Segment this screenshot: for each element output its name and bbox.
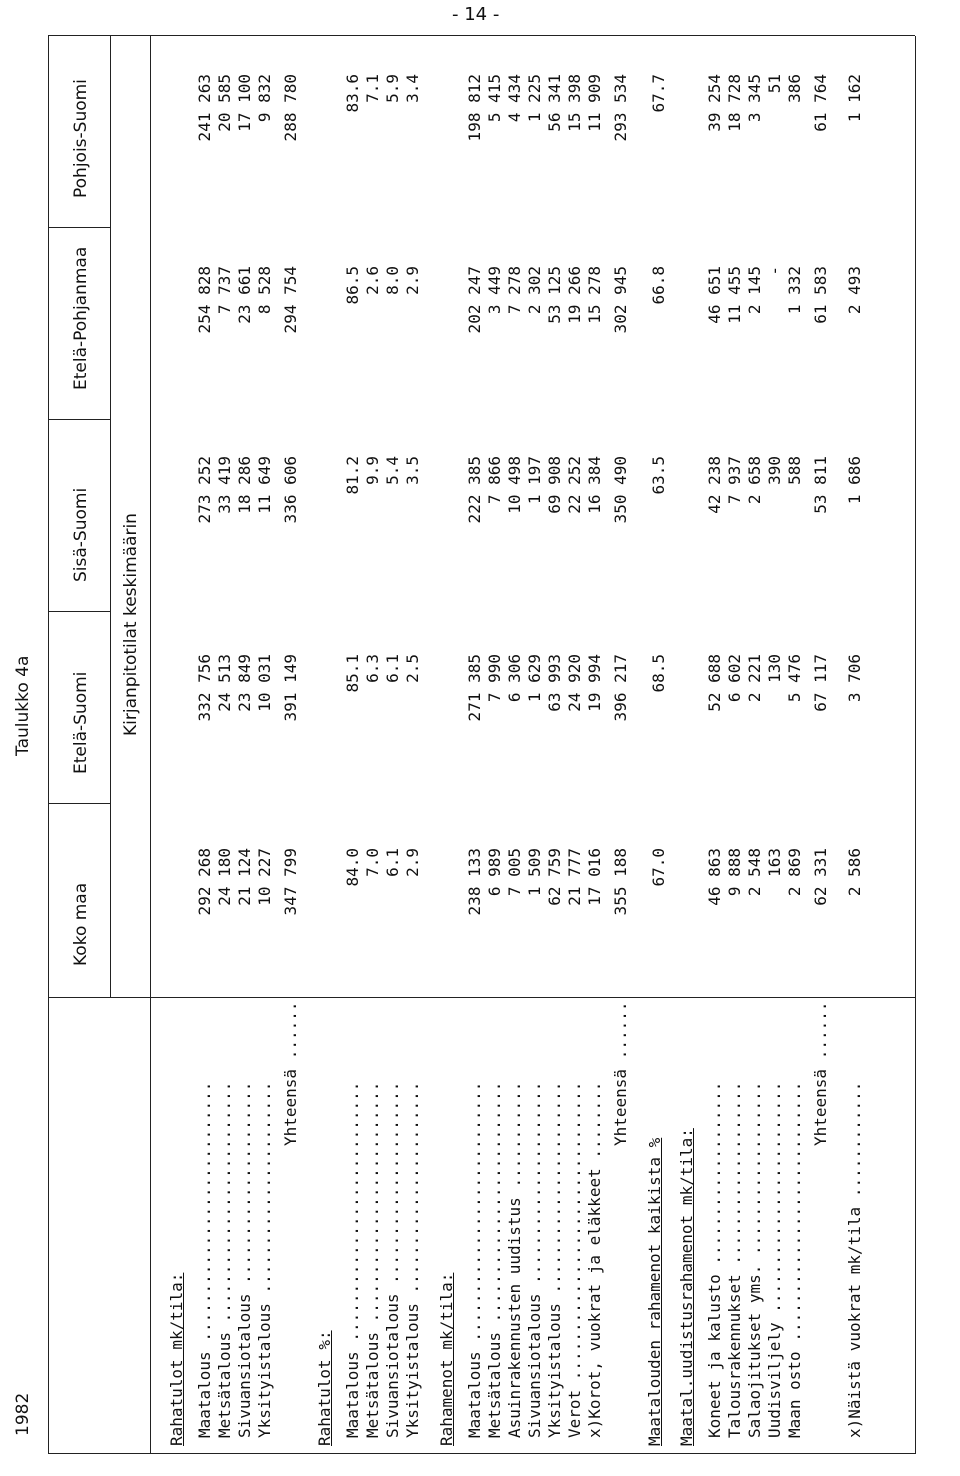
table-cell: 2 869 [785,848,804,897]
column-divider [48,803,110,804]
table-cell: 7 005 [505,848,524,897]
table-cell: 53 125 [545,266,564,324]
table-cell: 56 341 [545,74,564,132]
table-cell: 67.7 [649,74,668,113]
table-cell: 83.6 [343,74,362,113]
table-cell: 3.5 [403,456,422,485]
table-cell: 302 945 [611,266,630,334]
table-cell: 5.4 [383,456,402,485]
table-cell: 4 434 [505,74,524,123]
table-cell: 355 188 [611,848,630,916]
table-cell: 7.1 [363,74,382,103]
year-label: 1982 [13,1392,33,1436]
table-cell: 336 606 [281,456,300,524]
table-cell: 10 031 [255,654,274,712]
column-divider [48,611,110,612]
table-cell: 6.3 [363,654,382,683]
table-cell: 2.5 [403,654,422,683]
table-cell: 17 100 [235,74,254,132]
row-label: Maatalous ........................... [343,1081,362,1438]
table-cell: 5 476 [785,654,804,703]
table-cell: 11 909 [585,74,604,132]
subheader-rule [150,36,151,1454]
table-cell: 61 583 [811,266,830,324]
table-cell: 3 449 [485,266,504,315]
frame-bottom [915,36,916,1454]
table-cell: 163 [765,848,784,877]
table-cell: 16 384 [585,456,604,514]
total-label: Yhteensä ...... [811,1001,830,1146]
frame-left [48,1453,915,1454]
column-header: Koko maa [71,882,91,966]
table-cell: 21 124 [235,848,254,906]
row-label: Maatalous ........................... [465,1081,484,1438]
column-header-rule [110,36,111,998]
table-cell: 10 498 [505,456,524,514]
total-label: Yhteensä ...... [611,1001,630,1146]
row-label: Sivuansiotalous ..................... [525,1081,544,1438]
table-cell: 292 268 [195,848,214,916]
table-cell: 5 415 [485,74,504,123]
table-cell: 2 548 [745,848,764,897]
table-cell: 6 989 [485,848,504,897]
column-header: Sisä-Suomi [71,487,91,582]
section-title: Maatalouden rahamenot kaikista % [645,1137,664,1446]
table-cell: 46 651 [705,266,724,324]
table-cell: - [765,266,784,276]
table-cell: 53 811 [811,456,830,514]
section-title: Rahatulot %: [315,1330,334,1446]
table-cell: 1 629 [525,654,544,703]
table-cell: 130 [765,654,784,683]
table-cell: 19 266 [565,266,584,324]
table-cell: 24 180 [215,848,234,906]
table-cell: 15 398 [565,74,584,132]
table-cell: 18 286 [235,456,254,514]
table-cell: 21 777 [565,848,584,906]
table-cell: 3 706 [845,654,864,703]
table-cell: 1 686 [845,456,864,505]
column-divider [48,419,110,420]
row-label: Verot ............................... [565,1081,584,1438]
table-cell: 2 221 [745,654,764,703]
table-cell: 9 888 [725,848,744,897]
table-cell: 7 737 [215,266,234,315]
table-cell: 19 994 [585,654,604,712]
table-cell: 2.6 [363,266,382,295]
table-cell: 238 133 [465,848,484,916]
table-cell: 6 306 [505,654,524,703]
table-cell: 11 649 [255,456,274,514]
table-cell: 62 759 [545,848,564,906]
table-cell: 42 238 [705,456,724,514]
table-cell: 6.1 [383,654,402,683]
table-cell: 85.1 [343,654,362,693]
table-cell: 63 993 [545,654,564,712]
column-header: Etelä-Suomi [71,671,91,774]
table-cell: 24 513 [215,654,234,712]
table-cell: 7 278 [505,266,524,315]
table-cell: 61 764 [811,74,830,132]
row-label: Uudisviljely ........................ [765,1081,784,1438]
table-cell: 67 117 [811,654,830,712]
table-cell: 7.0 [363,848,382,877]
table-cell: 1 162 [845,74,864,123]
table-cell: 1 225 [525,74,544,123]
table-cell: 332 756 [195,654,214,722]
label-column-divider [48,997,915,998]
table-title: Taulukko 4a [13,655,33,756]
table-cell: 68.5 [649,654,668,693]
frame-right [48,35,915,36]
row-label: Yksityistalous ...................... [255,1081,274,1438]
table-cell: 293 534 [611,74,630,142]
table-cell: 62 331 [811,848,830,906]
section-title: Maatal.uudistusrahamenot mk/tila: [677,1128,696,1446]
table-cell: 7 866 [485,456,504,505]
table-cell: 350 490 [611,456,630,524]
row-label: Talousrakennukset ................... [725,1081,744,1438]
table-cell: 2 493 [845,266,864,315]
table-cell: 51 [765,74,784,94]
column-divider [48,227,110,228]
frame-top [48,36,49,1454]
row-label: Salaojitukset yms. .................. [745,1081,764,1438]
table-cell: 20 585 [215,74,234,132]
table-cell: 2 586 [845,848,864,897]
table-cell: 2 145 [745,266,764,315]
row-label: Metsätalous ......................... [215,1081,234,1438]
page-number: - 14 - [452,4,500,25]
table-cell: 66.8 [649,266,668,305]
row-label: Metsätalous ......................... [485,1081,504,1438]
table-cell: 3 345 [745,74,764,123]
table-cell: 6.1 [383,848,402,877]
row-label: Maan osto ........................... [785,1081,804,1438]
table-cell: 84.0 [343,848,362,887]
row-label: Asuinrakennusten uudistus ........... [505,1081,524,1438]
table-cell: 294 754 [281,266,300,334]
table-cell: 67.0 [649,848,668,887]
table-cell: 8 528 [255,266,274,315]
table-cell: 69 908 [545,456,564,514]
table-cell: 2.9 [403,848,422,877]
table-cell: 33 419 [215,456,234,514]
table-cell: 386 [785,74,804,103]
table-cell: 9.9 [363,456,382,485]
table-cell: 7 937 [725,456,744,505]
table-cell: 222 385 [465,456,484,524]
table-cell: 8.0 [383,266,402,295]
row-label: Yksityistalous ...................... [403,1081,422,1438]
table-cell: 273 252 [195,456,214,524]
table-cell: 1 332 [785,266,804,315]
table-cell: 396 217 [611,654,630,722]
row-label: Sivuansiotalous ..................... [383,1081,402,1438]
row-label: Koneet ja kalusto ................... [705,1081,724,1438]
row-label: Yksityistalous ...................... [545,1081,564,1438]
table-cell: 52 688 [705,654,724,712]
total-label: Yhteensä ...... [281,1001,300,1146]
row-label: x)Korot, vuokrat ja eläkkeet ........ [585,1081,604,1438]
row-label: Sivuansiotalous ..................... [235,1081,254,1438]
table-cell: 1 509 [525,848,544,897]
table-cell: 24 920 [565,654,584,712]
table-cell: 2 302 [525,266,544,315]
row-label: Metsätalous ......................... [363,1081,382,1438]
table-cell: 18 728 [725,74,744,132]
table-cell: 10 227 [255,848,274,906]
table-cell: 198 812 [465,74,484,142]
table-cell: 46 863 [705,848,724,906]
table-cell: 6 602 [725,654,744,703]
table-cell: 271 385 [465,654,484,722]
table-cell: 3.4 [403,74,422,103]
section-title: Rahamenot mk/tila: [437,1272,456,1446]
table-cell: 347 799 [281,848,300,916]
table-cell: 588 [785,456,804,485]
table-cell: 11 455 [725,266,744,324]
row-label: x)Näistä vuokrat mk/tila ............ [845,1081,864,1438]
table-cell: 2.9 [403,266,422,295]
table-cell: 1 197 [525,456,544,505]
table-cell: 391 149 [281,654,300,722]
table-cell: 254 828 [195,266,214,334]
table-cell: 23 661 [235,266,254,324]
table-cell: 23 849 [235,654,254,712]
subheader: Kirjanpitotilat keskimäärin [121,513,141,736]
table-cell: 2 658 [745,456,764,505]
table-cell: 86.5 [343,266,362,305]
table-cell: 15 278 [585,266,604,324]
table-cell: 22 252 [565,456,584,514]
table-cell: 7 990 [485,654,504,703]
table-cell: 5.9 [383,74,402,103]
table-cell: 241 263 [195,74,214,142]
table-cell: 390 [765,456,784,485]
table-cell: 9 832 [255,74,274,123]
table-cell: 202 247 [465,266,484,334]
section-title: Rahatulot mk/tila: [167,1272,186,1446]
table-cell: 17 016 [585,848,604,906]
column-header: Pohjois-Suomi [71,79,91,198]
table-cell: 39 254 [705,74,724,132]
table-cell: 288 780 [281,74,300,142]
table-cell: 81.2 [343,456,362,495]
table-cell: 63.5 [649,456,668,495]
column-header: Etelä-Pohjanmaa [71,246,91,390]
row-label: Maatalous ........................... [195,1081,214,1438]
